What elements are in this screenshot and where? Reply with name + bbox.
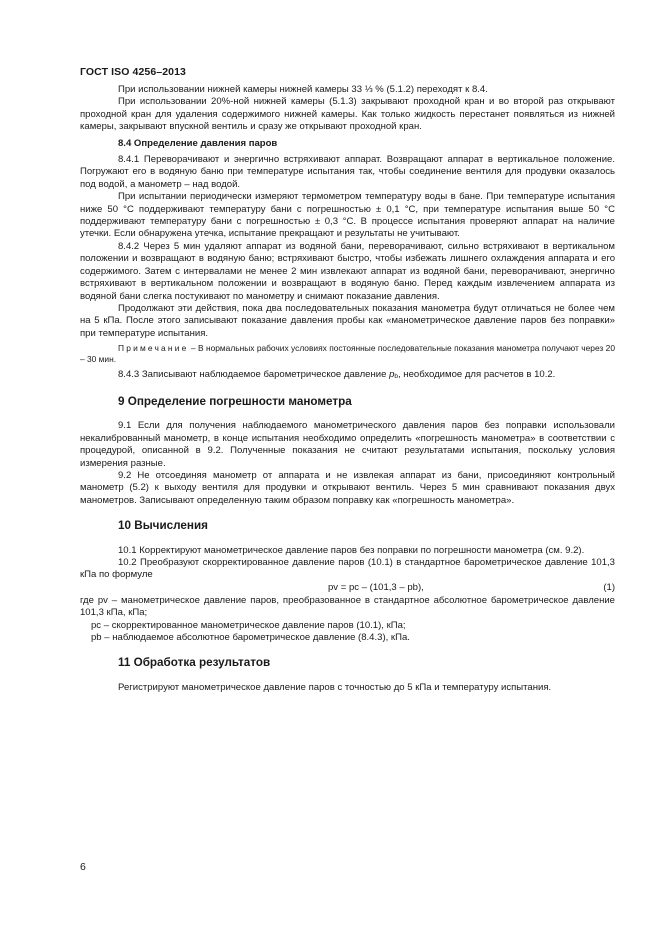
where-pb: pb – наблюдаемое абсолютное барометрическое давление (8.4.3), кПа.	[91, 632, 410, 644]
formula: pv = pc – (101,3 – pb),	[328, 581, 424, 593]
paragraph: 10.1 Корректируют манометрическое давление паров без поправки по погрешности манометра (см. 9.2).	[118, 544, 585, 556]
document-header: ГОСТ ISO 4256–2013	[80, 66, 186, 78]
section-title: 10 Вычисления	[118, 519, 208, 533]
page-number: 6	[80, 861, 86, 873]
section-title: 9 Определение погрешности манометра	[118, 394, 352, 408]
paragraph: 10.2 Преобразуют скорректированное давление паров (10.1) в стандартное барометрическое давление 101,3 кПа по формуле	[80, 557, 615, 581]
paragraph: Регистрируют манометрическое давление паров с точностью до 5 кПа и температуру испытания.	[118, 681, 552, 693]
paragraph: 8.4.3 Записывают наблюдаемое барометрическое давление $p_b$, необходимое для расчетов в 10.2.	[118, 368, 556, 380]
where-pc: pc – скорректированное манометрическое давление паров (10.1), кПа;	[91, 619, 406, 631]
note-label: Примечание	[118, 343, 189, 354]
note-text: – В нормальных рабочих условиях постоянные последовательные показания манометра получают через 20 – 30 мин.	[80, 343, 616, 365]
paragraph: При использовании нижней камеры нижней камеры 33 ⅓ % (5.1.2) переходят к 8.4.	[118, 84, 488, 95]
formula-row	[80, 582, 615, 595]
paragraph: При испытании периодически измеряют термометром температуру воды в бане. При температуре испытания ниже 50 °C поддерживают температуру бани с погрешностью ± 0,1 °C, при температуре испытания выше 50 °C поддерживают температуру бани с погрешностью ± 0,3 °C. В процессе испытания проверяют аппарат на наличие утечки. Если обнаружена утечка, испытание прекращают и результаты не учитывают.	[80, 191, 615, 240]
section-title: 11 Обработка результатов	[118, 656, 271, 670]
paragraph: Продолжают эти действия, пока два последовательных показания манометра будут отличаться не более чем на 5 кПа. После этого записывают показание давления пробы как «манометрическое давление паров без поправки» при температуре испытания.	[80, 302, 615, 339]
subsection-title: 8.4 Определение давления паров	[118, 137, 278, 149]
paragraph: При использовании 20%-ной нижней камеры (5.1.3) закрывают проходной кран и во второй раз открывают проходной кран для удаления содержимого нижней камеры. Как только жидкость перестанет появляться из нижней камеры, закрывают впускной вентиль и сразу же открывают проходной кран.	[80, 96, 615, 133]
paragraph: 8.4.1 Переворачивают и энергично встряхивают аппарат. Возвращают аппарат в вертикальное положение. Погружают его в водяную баню при температуре испытания так, чтобы соединение вентиля для продувки оказалось под водой, а манометр – над водой.	[80, 154, 615, 190]
where-pv: pv – манометрическое давление паров, преобразованное в стандартное абсолютное барометрическое давление 101,3 кПа, кПа;	[80, 594, 615, 619]
paragraph: 9.2 Не отсоединяя манометр от аппарата и не извлекая аппарат из бани, присоединяют контрольный манометр (5.2) к выходу вентиля для продувки и открывают вентиль. Через 5 мин сравнивают показания двух манометров. Записывают определенную таким образом поправку как «погрешность манометра».	[80, 469, 615, 506]
where-row: где pv – манометрическое давление паров, преобразованное в стандартное абсолютное барометрическое давление 101,3 кПа, кПа;	[80, 594, 615, 619]
formula-number: (1)	[603, 581, 615, 593]
paragraph: 9.1 Если для получения наблюдаемого манометрического давления паров без поправки использовали некалиброванный манометр, в конце испытания необходимо определить «погрешность манометра» в соответствии с процедурой, описанной в 9.2. Полученные показания не считают результатами испытания, поскольку условия измерения разные.	[80, 420, 615, 469]
note	[80, 343, 615, 365]
document-body	[80, 84, 615, 694]
paragraph: 8.4.2 Через 5 мин удаляют аппарат из водяной бани, переворачивают, сильно встряхивают в вертикальном положении и возвращают в водяную баню; встряхивают быстро, чтобы избежать лишнего охлаждения аппарата и его содержимого. Затем с интервалами не менее 2 мин извлекают аппарат из водяной бани, переворачивают, энергично встряхивают в вертикальном положении и возвращают в водяную баню. Перед каждым извлечением аппарата из водяной бани слегка постукивают по манометру и снимают показание давления.	[80, 240, 615, 302]
